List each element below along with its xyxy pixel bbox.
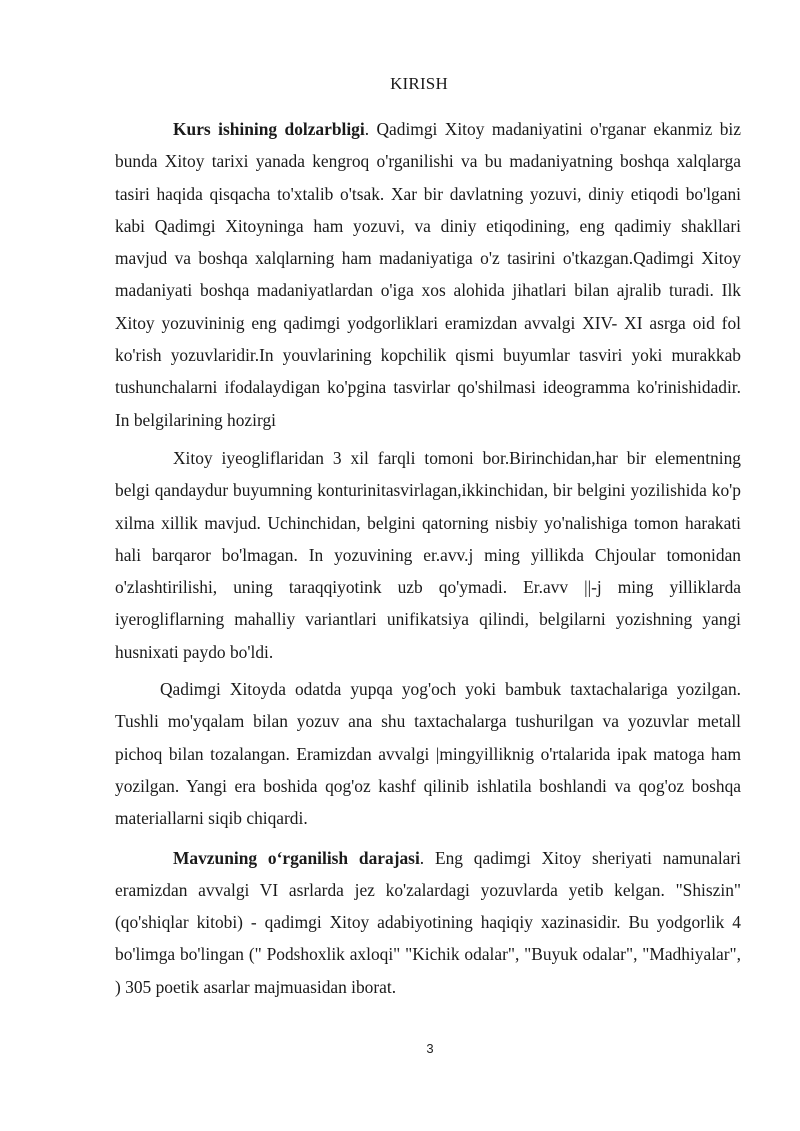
page-title: KIRISH <box>390 74 448 93</box>
paragraph-text-hieroglyph-differences: Xitoy iyeogliflaridan 3 xil farqli tomoni bor.Birinchidan,har bir elementning belgi qandaydur buyumning konturinitasvirlagan,ikkinchidan, bir belgini yozilishida ko'p xilma xillik mavjud. Uchinchidan, belgini qatorning nisbiy yo'nalishiga tomon harakati hali barqaror bo'lmagan. In yozuvining er.avv.j ming yillikda Chjoular tomonidan o'zlashtirilishi, uning taraqqiyotink uzb qo'ymadi. Er.avv ||-j ming yilliklarda iyerogliflarning mahalliy variantlari unifikatsiya qilindi, belgilarni yozishning yangi husnixati paydo bo'ldi. <box>115 447 741 662</box>
paragraph-writing-materials <box>115 673 741 834</box>
paragraph-text-writing-materials: Qadimgi Xitoyda odatda yupqa yog'och yoki bambuk taxtachalariga yozilgan. Tushli mo'yqalam bilan yozuv ana shu taxtachalarga tushurilgan va yozuvlar metall pichoq bilan tozalangan. Eramizdan avvalgi |mingyilliknig o'rtalarida ipak matoga ham yozilgan. Yangi era boshida qog'oz kashf qilinib ishlatila boshlandi va qog'oz boshqa materiallarni siqib chiqardi. <box>115 679 741 829</box>
paragraph-text-relevance: . Qadimgi Xitoy madaniyatini o'rganar ekanmiz biz bunda Xitoy tarixi yanada kengroq o'rganilishi va bu madaniyatning boshqa xalqlarga tasiri haqida qisqacha to'xtalib o'tsak. Xar bir davlatning yozuvi, diniy etiqodi bo'lgani kabi Qadimgi Xitoyninga ham yozuvi, va diniy etiqodining, eng qadimiy shakllari mavjud va boshqa xalqlarning ham madaniyatiga o'z tasirini o'tkazgan.Qadimgi Xitoy madaniyati boshqa madaniyatlardan o'iga xos alohida jihatlari bilan ajralib turadi. Ilk Xitoy yozuvininig eng qadimgi yodgorliklari eramizdan avvalgi XIV- XI asrga oid fol ko'rish yozuvlaridir.In youvlarining kopchilik qismi buyumlar tasviri yoki murakkab tushunchalarni ifodalaydigan ko'pgina tasvirlar qo'shilmasi ideogramma ko'rinishidadir. In belgilarining hozirgi <box>115 119 741 430</box>
document-body <box>115 113 741 1003</box>
paragraph-text-research-degree: . Eng qadimgi Xitoy sheriyati namunalari eramizdan avvalgi VI asrlarda jez ko'zalardagi yozuvlarda yetib kelgan. "Shiszin" (qo'shiqlar kitobi) - qadimgi Xitoy adabiyotining haqiqiy xazinasidir. Bu yodgorlik 4 bo'limga bo'lingan (" Podshoxlik axloqi" "Kichik odalar", "Buyuk odalar", "Madhiyalar", ) 305 poetik asarlar majmuasidan iborat. <box>115 847 741 997</box>
page-number: 3 <box>426 1041 434 1056</box>
paragraph-heading-relevance: Kurs ishining dolzarbligi <box>173 119 365 139</box>
paragraph-hieroglyph-differences <box>115 442 741 668</box>
paragraph-heading-research-degree: Mavzuning o‘rganilish darajasi <box>173 847 420 868</box>
paragraph-research-degree <box>115 842 741 1003</box>
paragraph-relevance <box>115 113 741 436</box>
